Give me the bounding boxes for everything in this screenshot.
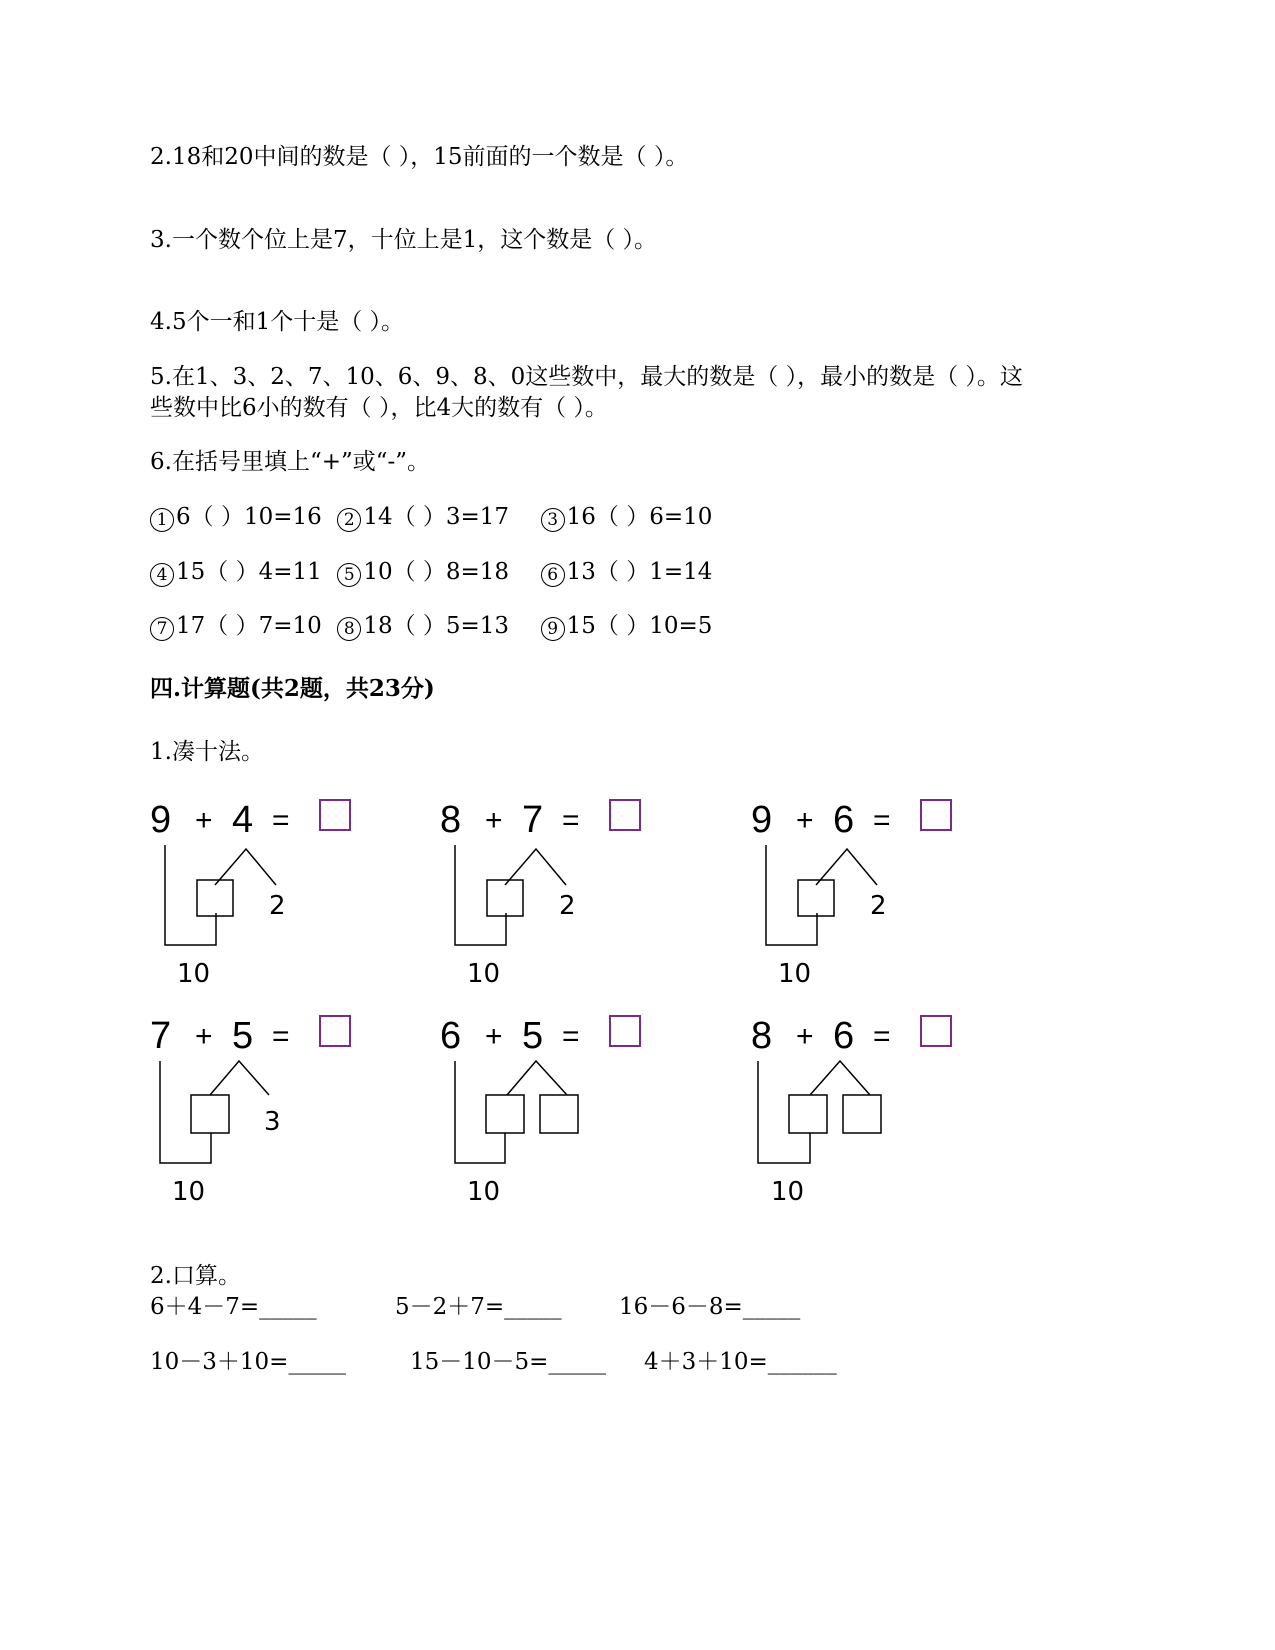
circled-number: 9 xyxy=(541,617,565,641)
mental-math-item[interactable]: 5－2＋7=_____ xyxy=(395,1294,562,1320)
fill-op-text: 18（ ）5=13 xyxy=(363,613,510,639)
ten-bracket xyxy=(766,845,817,945)
mental-math-item[interactable]: 15－10－5=_____ xyxy=(410,1349,606,1375)
answer-box[interactable] xyxy=(320,1016,350,1046)
ten-bracket xyxy=(455,845,506,945)
plus-sign: + xyxy=(195,1020,213,1053)
addend-a: 8 xyxy=(751,1015,773,1057)
split-box[interactable] xyxy=(197,880,233,916)
fill-op-text: 15（ ）10=5 xyxy=(566,613,713,639)
answer-box[interactable] xyxy=(921,1016,951,1046)
addend-b: 5 xyxy=(522,1015,544,1057)
addend-a: 9 xyxy=(150,799,172,841)
split-number: 2 xyxy=(269,891,286,921)
equals-sign: = xyxy=(272,804,290,837)
plus-sign: + xyxy=(485,804,503,837)
fill-op-text: 6（ ）10=16 xyxy=(176,504,322,530)
answer-box[interactable] xyxy=(320,800,350,830)
addend-b: 5 xyxy=(232,1015,254,1057)
question-5-line-1: 5.在1、3、2、7、10、6、9、8、0这些数中，最大的数是（ ），最小的数是（ ）。这 xyxy=(150,364,1023,390)
plus-sign: + xyxy=(796,804,814,837)
circled-number: 1 xyxy=(150,508,174,532)
mental-math-item[interactable]: 16－6－8=_____ xyxy=(619,1294,801,1320)
question-1-title: 1.凑十法。 xyxy=(150,739,264,765)
ten-label: 10 xyxy=(467,959,501,989)
equals-sign: = xyxy=(272,1020,290,1053)
split-box[interactable] xyxy=(486,1095,524,1133)
addend-b: 7 xyxy=(522,799,544,841)
question-3: 3.一个数个位上是7，十位上是1，这个数是（ ）。 xyxy=(150,227,658,253)
split-box[interactable] xyxy=(798,880,834,916)
equals-sign: = xyxy=(562,1020,580,1053)
addend-a: 7 xyxy=(150,1015,172,1057)
fill-op-text: 16（ ）6=10 xyxy=(566,504,713,530)
addend-b: 6 xyxy=(833,1015,855,1057)
make-ten-item-3 xyxy=(751,799,951,989)
mental-math-item[interactable]: 10－3＋10=_____ xyxy=(150,1349,346,1375)
split-number: 3 xyxy=(264,1107,281,1137)
ten-bracket xyxy=(160,1061,211,1163)
circled-number: 4 xyxy=(150,563,174,587)
question-5-line-2: 些数中比6小的数有（ ），比4大的数有（ ）。 xyxy=(150,395,608,421)
split-number: 2 xyxy=(870,891,887,921)
split-lines xyxy=(210,1061,269,1095)
make-ten-item-6 xyxy=(751,1015,951,1207)
split-box[interactable] xyxy=(487,880,523,916)
fill-op-text: 17（ ）7=10 xyxy=(176,613,322,639)
addend-a: 9 xyxy=(751,799,773,841)
plus-sign: + xyxy=(485,1020,503,1053)
plus-sign: + xyxy=(195,804,213,837)
fill-op-text: 15（ ）4=11 xyxy=(176,559,322,585)
ten-label: 10 xyxy=(467,1177,501,1207)
equals-sign: = xyxy=(562,804,580,837)
question-4: 4.5个一和1个十是（ ）。 xyxy=(150,309,405,335)
split-box[interactable] xyxy=(540,1095,578,1133)
ten-label: 10 xyxy=(778,959,812,989)
ten-bracket xyxy=(758,1061,810,1163)
circled-number: 2 xyxy=(337,508,361,532)
make-ten-item-5 xyxy=(440,1015,640,1207)
plus-sign: + xyxy=(796,1020,814,1053)
addend-a: 8 xyxy=(440,799,462,841)
ten-bracket xyxy=(455,1061,505,1163)
ten-bracket xyxy=(165,845,216,945)
make-ten-item-1 xyxy=(150,799,350,989)
addend-a: 6 xyxy=(440,1015,462,1057)
circled-number: 8 xyxy=(337,617,361,641)
equals-sign: = xyxy=(873,804,891,837)
split-number: 2 xyxy=(559,891,576,921)
equals-sign: = xyxy=(873,1020,891,1053)
split-box[interactable] xyxy=(789,1095,827,1133)
addend-b: 4 xyxy=(232,799,254,841)
split-box[interactable] xyxy=(843,1095,881,1133)
section-heading: 四.计算题(共2题，共23分) xyxy=(150,675,435,702)
fill-op-text: 10（ ）8=18 xyxy=(363,559,510,585)
answer-box[interactable] xyxy=(610,1016,640,1046)
circled-number: 5 xyxy=(337,563,361,587)
mental-math-item[interactable]: 4＋3＋10=______ xyxy=(644,1349,837,1375)
question-2-title: 2.口算。 xyxy=(150,1263,241,1289)
question-2: 2.18和20中间的数是（ ），15前面的一个数是（ ）。 xyxy=(150,144,689,170)
circled-number: 7 xyxy=(150,617,174,641)
ten-label: 10 xyxy=(177,959,211,989)
fill-op-text: 13（ ）1=14 xyxy=(566,559,713,585)
split-lines xyxy=(810,1061,870,1095)
fill-op-text: 14（ ）3=17 xyxy=(363,504,510,530)
ten-label: 10 xyxy=(771,1177,805,1207)
answer-box[interactable] xyxy=(610,800,640,830)
circled-number: 3 xyxy=(541,508,565,532)
split-lines xyxy=(507,1061,567,1095)
question-6: 6.在括号里填上“+”或“-”。 xyxy=(150,449,431,475)
ten-label: 10 xyxy=(172,1177,206,1207)
addend-b: 6 xyxy=(833,799,855,841)
make-ten-item-4 xyxy=(150,1015,350,1207)
split-box[interactable] xyxy=(191,1095,229,1133)
circled-number: 6 xyxy=(541,563,565,587)
make-ten-item-2 xyxy=(440,799,640,989)
answer-box[interactable] xyxy=(921,800,951,830)
mental-math-item[interactable]: 6＋4－7=_____ xyxy=(150,1294,317,1320)
